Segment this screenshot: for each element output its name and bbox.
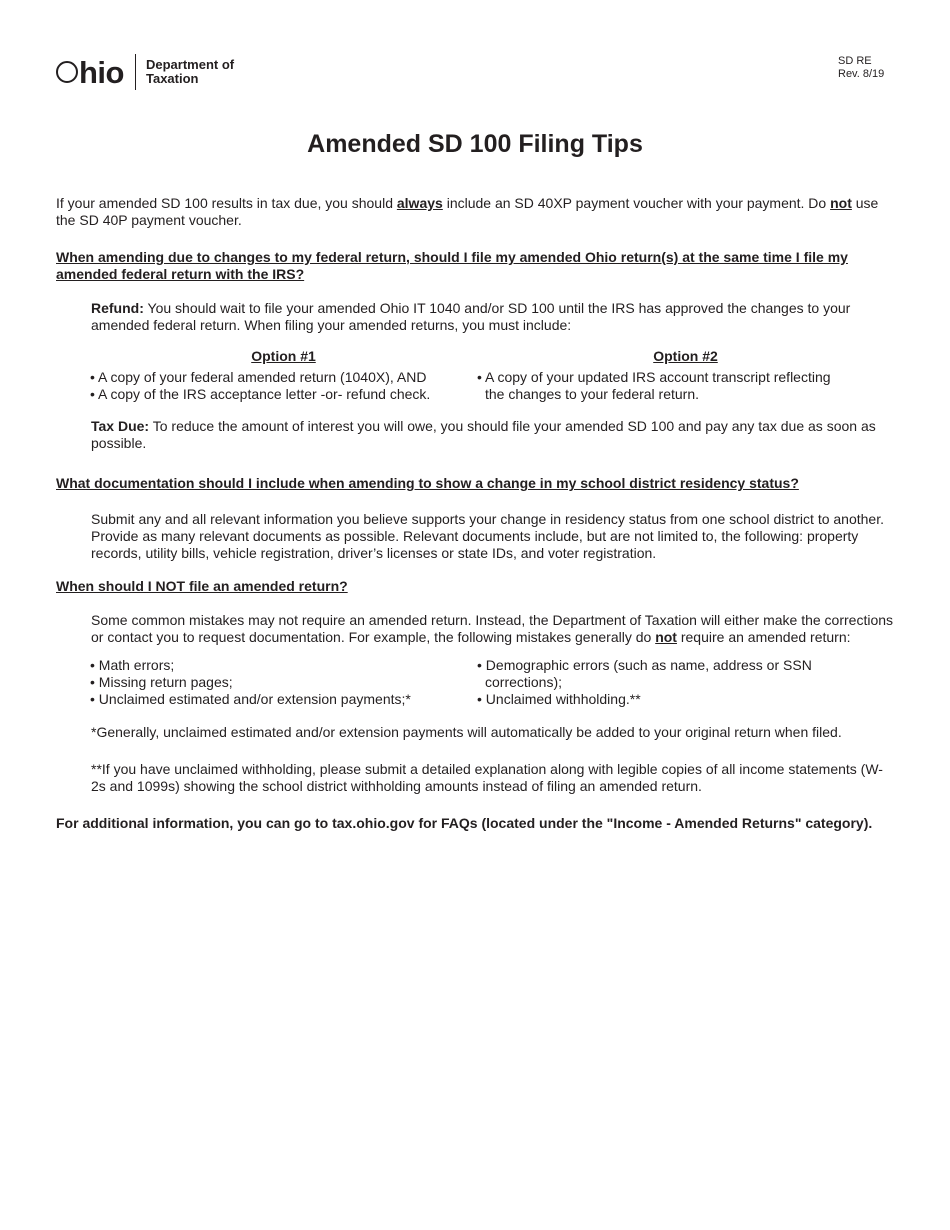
option-2-heading: Option #2 — [653, 348, 718, 364]
q3-heading: When should I NOT file an amended return? — [56, 578, 348, 594]
intro-paragraph: If your amended SD 100 results in tax due, you should always include an SD 40XP payment voucher with your payment. Do not use the SD 40P payment voucher. — [56, 195, 879, 228]
revision-text: Rev. 8/19 — [838, 68, 885, 80]
logo-text: hio — [79, 54, 124, 90]
q2-body: Submit any and all relevant information you believe supports your change in residency status from one school district to another. Provide as many relevant documents as possible. Relevant documents include, but are not limited to, the following: property records, utility bills, vehicle registration, driver’s licenses or state IDs, and voter registration. — [91, 511, 884, 561]
footnote-1: *Generally, unclaimed estimated and/or extension payments will automatically be added to your original return when filed. — [91, 724, 842, 740]
mistakes-columns — [56, 657, 894, 708]
list-item: • Missing return pages; — [90, 674, 233, 690]
options-columns — [56, 348, 894, 403]
q2-heading: What documentation should I include when amending to show a change in my school district residency status? — [56, 475, 799, 491]
tax-due-paragraph: Tax Due: To reduce the amount of interest you will owe, you should file your amended SD 100 and pay any tax due as soon as possible. — [91, 418, 876, 451]
option-1 — [90, 348, 477, 403]
footer-note: For additional information, you can go to tax.ohio.gov for FAQs (located under the "Income - Amended Returns" category). — [56, 815, 873, 831]
logo-wordmark — [56, 54, 124, 90]
refund-paragraph: Refund: You should wait to file your amended Ohio IT 1040 and/or SD 100 until the IRS has approved the changes to your amended federal return. When filing your amended returns, you must include: — [91, 300, 851, 333]
q3-body: Some common mistakes may not require an amended return. Instead, the Department of Taxation will either make the corrections or contact you to request documentation. For example, the following mistakes generally do not require an amended return: — [91, 612, 894, 645]
ohio-logo — [56, 54, 234, 90]
footnote-2: **If you have unclaimed withholding, please submit a detailed explanation along with legible copies of all income statements (W-2s and 1099s) showing the school district withholding amounts instead of filing an amended return. — [91, 761, 883, 794]
form-code — [838, 55, 884, 81]
document-body — [56, 195, 894, 832]
list-item: • A copy of the IRS acceptance letter -or- refund check. — [90, 386, 431, 402]
logo-o-circle — [56, 61, 78, 83]
list-item: • Unclaimed estimated and/or extension payments;* — [90, 691, 411, 707]
logo-department — [146, 58, 234, 86]
list-item: • Demographic errors (such as name, address or SSN corrections); — [477, 657, 812, 690]
q1-heading: When amending due to changes to my federal return, should I file my amended Ohio return(s) at the same time I file my amended federal return with the IRS? — [56, 249, 848, 282]
option-2 — [477, 348, 894, 403]
mistakes-left — [90, 657, 477, 708]
logo-divider — [135, 54, 136, 90]
list-item: • Unclaimed withholding.** — [477, 691, 641, 707]
option-1-heading: Option #1 — [251, 348, 316, 364]
list-item: • A copy of your updated IRS account transcript reflecting the changes to your federal return. — [477, 369, 831, 402]
dept-line-1: Department of — [146, 57, 235, 72]
list-item: • Math errors; — [90, 657, 175, 673]
dept-line-2: Taxation — [146, 71, 199, 86]
mistakes-right — [477, 657, 894, 708]
form-code-text: SD RE — [838, 55, 872, 67]
page-title: Amended SD 100 Filing Tips — [307, 130, 643, 158]
list-item: • A copy of your federal amended return (1040X), AND — [90, 369, 427, 385]
